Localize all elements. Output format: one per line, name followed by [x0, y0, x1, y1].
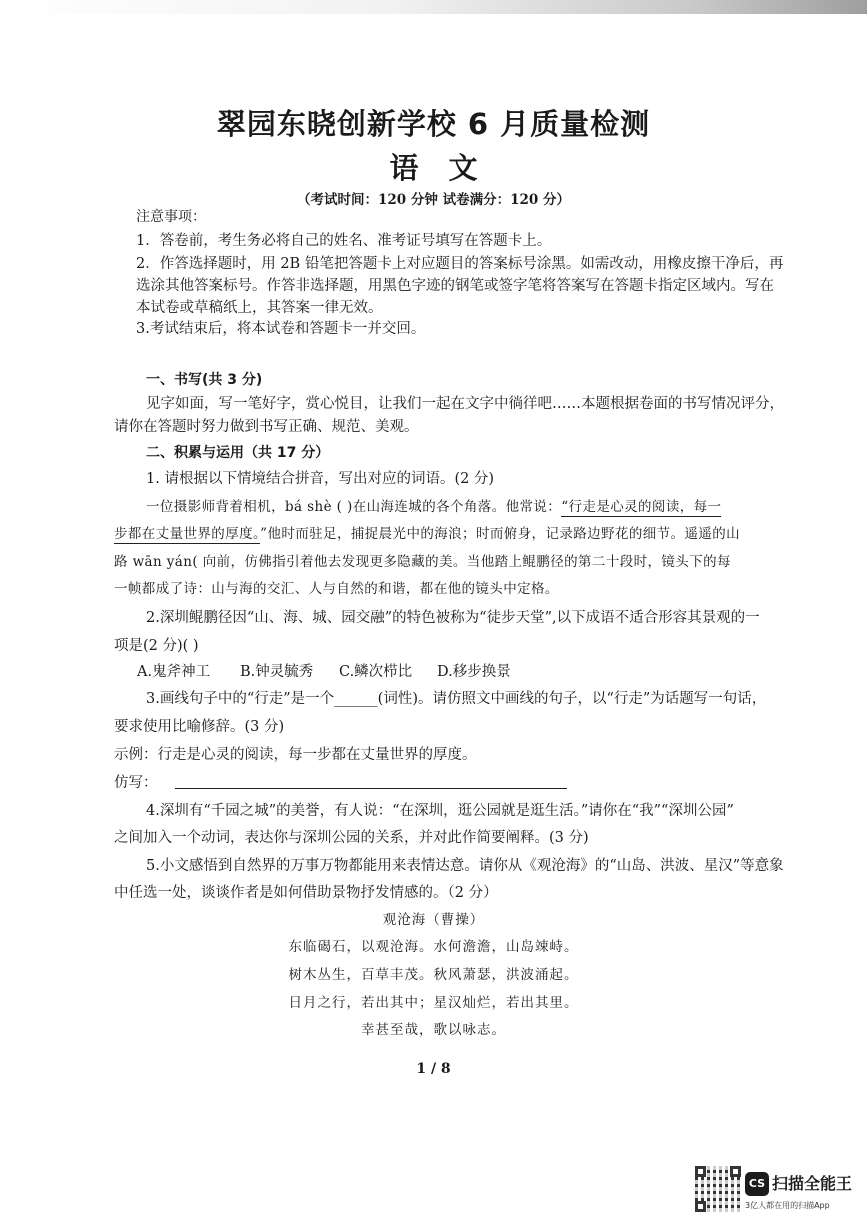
- poem-title: 观沧海（曹操）: [382, 912, 485, 928]
- passage-line: [146, 497, 721, 517]
- camscanner-logo-icon: CS: [745, 1172, 769, 1196]
- notice-line: 本试卷或草稿纸上，其答案一律无效。: [136, 300, 383, 316]
- option-b: B.钟灵毓秀: [240, 664, 314, 680]
- passage-text: 一位摄影师背着相机，bá shè ( )在山海连城的各个角落。他常说：: [146, 499, 562, 515]
- question-4-tail: 之间加入一个动词，表达你与深圳公园的关系，并对此作简要阐释。(3 分): [114, 830, 589, 846]
- poem-line: 东临碣石，以观沧海。水何澹澹，山岛竦峙。: [288, 939, 579, 955]
- poem-line: 树木丛生，百草丰茂。秋风萧瑟，洪波涌起。: [288, 967, 579, 983]
- underlined-sentence: “行走是心灵的阅读，每一: [561, 499, 722, 515]
- poem-line: 幸甚至哉，歌以咏志。: [361, 1022, 506, 1038]
- notice-heading: 注意事项：: [136, 209, 206, 225]
- passage-line: [114, 524, 740, 544]
- answer-blank-line: [175, 788, 567, 789]
- notice-line: 2．作答选择题时，用 2B 铅笔把答题卡上对应题目的答案标号涂黑。如需改动，用橡皮擦干净后，再: [136, 256, 784, 272]
- question-4: 4.深圳有“千园之城”的美誉，有人说：“在深圳，逛公园就是逛生活。”请你在“我”“深圳公园”: [146, 803, 734, 819]
- question-5: 5.小文感悟到自然界的万事万物都能用来表情达意。请你从《观沧海》的“山岛、洪波、星汉”等意象: [146, 858, 784, 874]
- example-sentence: 示例：行走是心灵的阅读，每一步都在丈量世界的厚度。: [114, 747, 477, 763]
- page-number: 1 / 8: [416, 1061, 451, 1077]
- passage-text: ”他时而驻足，捕捉晨光中的海浪；时而俯身，记录路边野花的细节。遥遥的山: [260, 526, 741, 542]
- section-text: 见字如面，写一笔好字，赏心悦目，让我们一起在文字中徜徉吧……本题根据卷面的书写情况评分，: [146, 396, 784, 412]
- passage-line: 一帧都成了诗：山与海的交汇、人与自然的和谐，都在他的镜头中定格。: [114, 581, 559, 597]
- question-2: 2.深圳鲲鹏径因“山、海、城、园交融”的特色被称为“徒步天堂”,以下成语不适合形容其景观的一: [146, 610, 760, 626]
- option-d: D.移步换景: [437, 664, 511, 680]
- option-a: A.鬼斧神工: [137, 664, 211, 680]
- exam-info: （考试时间：120 分钟 试卷满分：120 分）: [297, 192, 570, 208]
- imitate-label: 仿写：: [114, 775, 158, 791]
- underlined-sentence: 步都在丈量世界的厚度。: [114, 526, 261, 542]
- notice-line: 选涂其他答案标号。作答非选择题，用黑色字迹的钢笔或签字笔将答案写在答题卡指定区域内。写在: [136, 278, 774, 294]
- question-3-tail: 要求使用比喻修辞。(3 分): [114, 719, 285, 735]
- section-heading: 一、书写(共 3 分): [146, 372, 263, 388]
- question-2-tail: 项是(2 分)( ): [114, 638, 199, 654]
- exam-subject: 语文: [389, 151, 508, 185]
- exam-title: 翠园东晓创新学校 6 月质量检测: [216, 107, 651, 141]
- notice-line: 3.考试结束后，将本试卷和答题卡一并交回。: [136, 321, 426, 337]
- scanner-app-name: 扫描全能王: [772, 1174, 853, 1193]
- section-heading: 二、积累与运用（共 17 分）: [146, 445, 330, 461]
- question-3: 3.画线句子中的“行走”是一个______(词性)。请仿照文中画线的句子，以“行走”为话题写一句话，: [146, 691, 767, 707]
- poem-line: 日月之行，若出其中；星汉灿烂，若出其里。: [288, 995, 579, 1011]
- qr-code-icon: [695, 1166, 741, 1212]
- notice-line: 1．答卷前，考生务必将自己的姓名、准考证号填写在答题卡上。: [136, 233, 552, 249]
- question-1: 1. 请根据以下情境结合拼音，写出对应的词语。(2 分): [146, 471, 495, 487]
- passage-line: 路 wān yán( 向前，仿佛指引着他去发现更多隐藏的美。当他踏上鲲鹏径的第二十段时，镜头下的每: [114, 554, 731, 570]
- section-text: 请你在答题时努力做到书写正确、规范、美观。: [114, 419, 419, 435]
- scanner-app-tagline: 3亿人都在用的扫描App: [745, 1201, 830, 1210]
- option-c: C.鳞次栉比: [339, 664, 413, 680]
- question-5-tail: 中任选一处，谈谈作者是如何借助景物抒发情感的。（2 分）: [114, 885, 498, 901]
